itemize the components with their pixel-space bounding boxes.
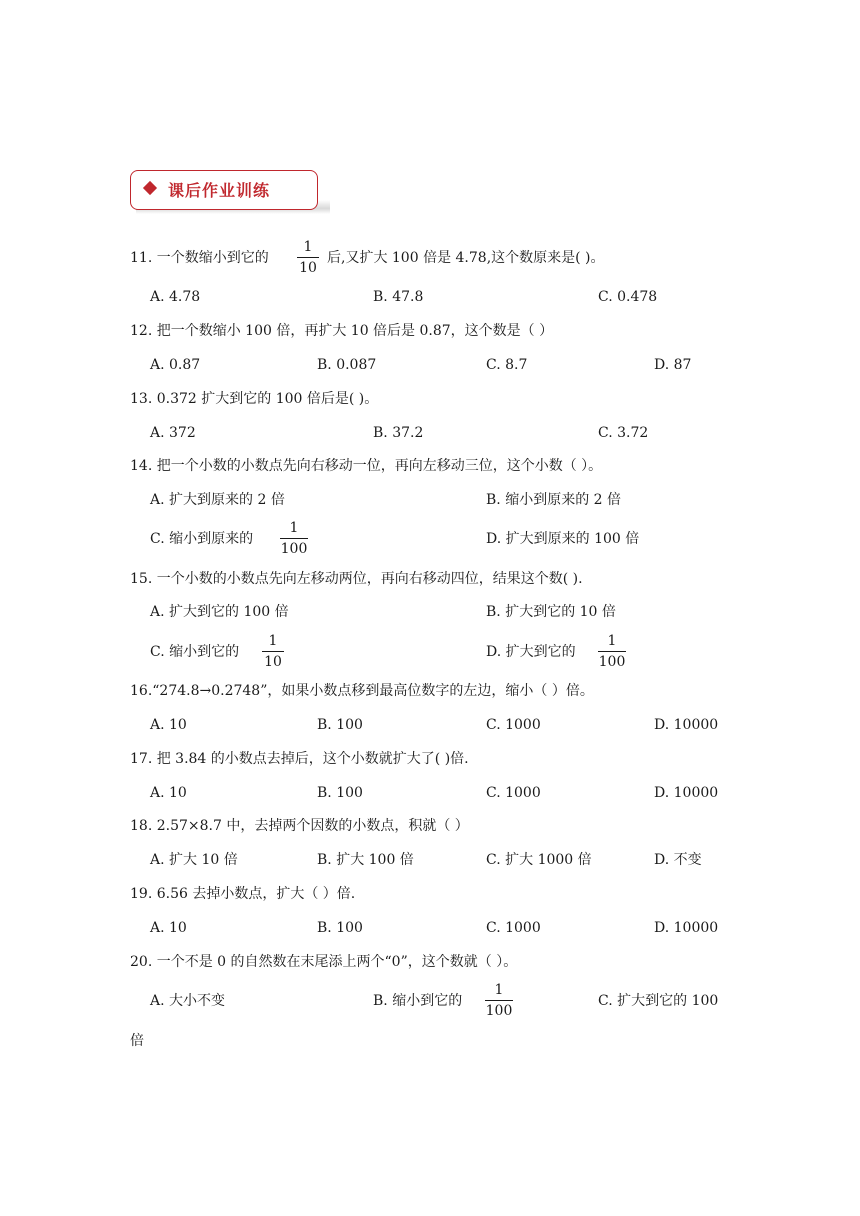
q14-option-a[interactable]: A. 扩大到原来的 2 倍 [150,492,285,508]
q13-option-b[interactable]: B. 37.2 [373,425,424,441]
q18-option-b[interactable]: B. 扩大 100 倍 [317,852,414,868]
q18-option-c[interactable]: C. 扩大 1000 倍 [486,852,592,868]
q15-option-d[interactable]: D. 扩大到它的 [486,644,576,660]
q15-option-c-fraction: 1 10 [262,632,284,671]
q16-option-d[interactable]: D. 10000 [654,717,719,733]
q12-option-c[interactable]: C. 8.7 [486,357,528,373]
q12-option-b[interactable]: B. 0.087 [317,357,377,373]
q17-option-b[interactable]: B. 100 [317,785,363,801]
q18-stem: 18. 2.57×8.7 中，去掉两个因数的小数点，积就（ ） [130,818,469,834]
q20-option-c[interactable]: C. 扩大到它的 100 [598,993,719,1009]
q19-option-a[interactable]: A. 10 [150,920,187,936]
q18-option-d[interactable]: D. 不变 [654,852,702,868]
section-title: 课后作业训练 [168,181,271,200]
q16-stem: 16.“274.8→0.2748”，如果小数点移到最高位数字的左边，缩小（ ）倍。 [130,683,594,699]
q19-stem: 19. 6.56 去掉小数点，扩大（ ）倍. [130,886,356,902]
q18-option-a[interactable]: A. 扩大 10 倍 [150,852,238,868]
q20-option-a[interactable]: A. 大小不变 [150,993,226,1009]
q19-option-d[interactable]: D. 10000 [654,920,719,936]
q13-option-a[interactable]: A. 372 [150,425,196,441]
q17-option-d[interactable]: D. 10000 [654,785,719,801]
q12-option-d[interactable]: D. 87 [654,357,692,373]
q14-option-d[interactable]: D. 扩大到原来的 100 倍 [486,531,640,547]
q17-option-a[interactable]: A. 10 [150,785,187,801]
q16-option-c[interactable]: C. 1000 [486,717,541,733]
q11-stem-a: 11. 一个数缩小到它的 [130,250,269,266]
q11-option-b[interactable]: B. 47.8 [373,289,424,305]
q15-option-c[interactable]: C. 缩小到它的 [150,644,240,660]
q19-option-c[interactable]: C. 1000 [486,920,541,936]
q16-option-b[interactable]: B. 100 [317,717,363,733]
q14-stem: 14. 把一个小数的小数点先向右移动一位，再向左移动三位，这个小数（ ）。 [130,458,603,474]
q15-option-a[interactable]: A. 扩大到它的 100 倍 [150,604,289,620]
q14-option-c[interactable]: C. 缩小到原来的 [150,531,254,547]
q17-stem: 17. 把 3.84 的小数点去掉后，这个小数就扩大了( )倍. [130,751,469,767]
q11-stem-b: 后,又扩大 100 倍是 4.78,这个数原来是( )。 [327,250,605,266]
q20-option-b[interactable]: B. 缩小到它的 [373,993,463,1009]
q14-option-b[interactable]: B. 缩小到原来的 2 倍 [486,492,621,508]
q20-option-c-wrap: 倍 [130,1033,144,1049]
q15-stem: 15. 一个小数的小数点先向左移动两位，再向右移动四位，结果这个数( ). [130,571,583,587]
q12-stem: 12. 把一个数缩小 100 倍，再扩大 10 倍后是 0.87，这个数是（ ） [130,323,554,339]
q11-fraction: 1 10 [297,238,319,277]
q12-option-a[interactable]: A. 0.87 [150,357,201,373]
q16-option-a[interactable]: A. 10 [150,717,187,733]
q19-option-b[interactable]: B. 100 [317,920,363,936]
q17-option-c[interactable]: C. 1000 [486,785,541,801]
q15-option-d-fraction: 1 100 [598,633,626,670]
q20-stem: 20. 一个不是 0 的自然数在末尾添上两个“0”，这个数就（ ）。 [130,954,518,970]
q20-option-b-fraction: 1 100 [485,982,513,1019]
q13-stem: 13. 0.372 扩大到它的 100 倍后是( )。 [130,391,379,407]
q13-option-c[interactable]: C. 3.72 [598,425,649,441]
q15-option-b[interactable]: B. 扩大到它的 10 倍 [486,604,616,620]
q14-option-c-fraction: 1 100 [280,520,308,557]
q11-option-a[interactable]: A. 4.78 [150,289,201,305]
q11-option-c[interactable]: C. 0.478 [598,289,658,305]
